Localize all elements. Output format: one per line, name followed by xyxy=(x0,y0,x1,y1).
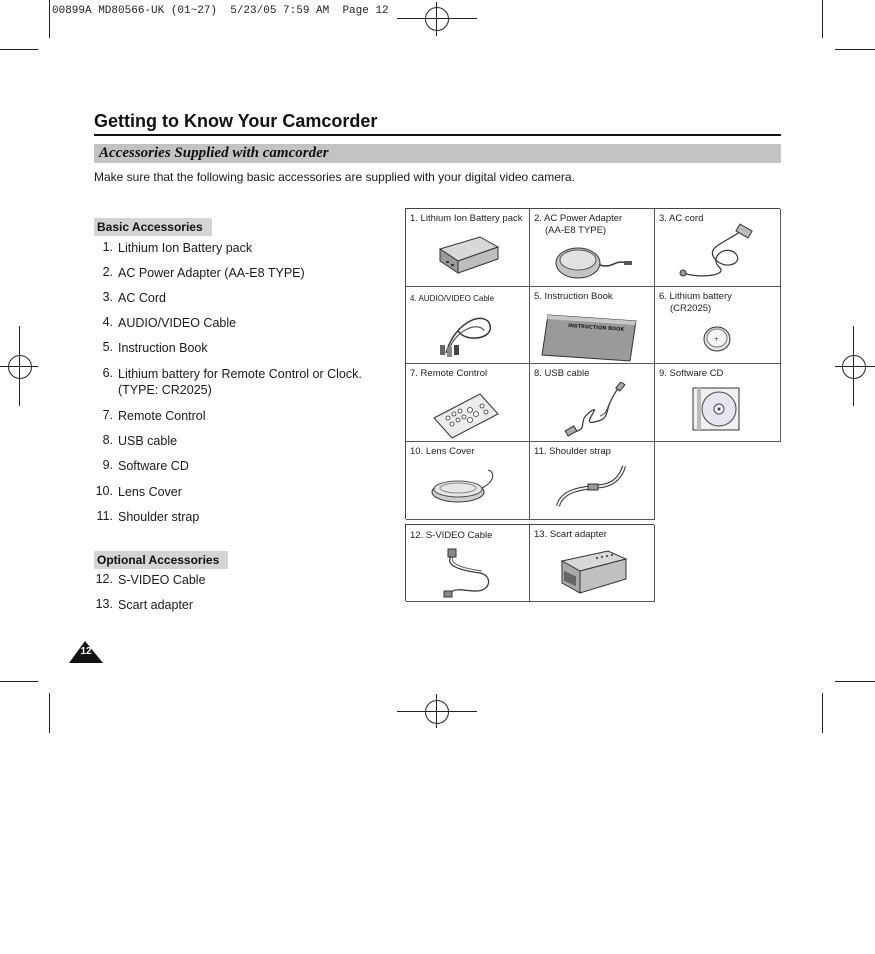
basic-accessories-label: Basic Accessories xyxy=(94,218,212,236)
svg-text:+: + xyxy=(714,336,720,343)
list-item: 11. Shoulder strap xyxy=(96,509,200,524)
grid-cell-lithium-battery: 6. Lithium battery (CR2025) + xyxy=(655,287,781,364)
grid-cell-software-cd: 9. Software CD xyxy=(655,364,781,442)
print-slug: 00899A MD80566-UK (01~27) 5/23/05 7:59 AM Page 12 xyxy=(52,5,389,17)
list-item: 1. Lithium Ion Battery pack xyxy=(102,240,253,255)
section-subtitle: Accessories Supplied with camcorder xyxy=(99,145,329,161)
list-item: 9. Software CD xyxy=(102,458,189,473)
intro-text: Make sure that the following basic accessories are supplied with your digital video camera. xyxy=(94,170,575,184)
grid-cell-lens-cover: 10. Lens Cover xyxy=(406,442,530,520)
page-number: 12 xyxy=(80,646,92,657)
instruction-book-icon xyxy=(540,311,644,363)
list-item: 10. Lens Cover xyxy=(95,484,182,499)
grid-cell-battery-pack: 1. Lithium Ion Battery pack xyxy=(406,209,530,287)
list-item: 6. Lithium battery for Remote Control or Clock. (TYPE: CR2025) xyxy=(102,366,362,397)
accessory-grid xyxy=(405,208,780,519)
remote-control-icon xyxy=(430,384,500,440)
title-rule xyxy=(94,134,781,136)
grid-cell-s-video-cable: 12. S-VIDEO Cable xyxy=(406,525,530,602)
list-item: 7. Remote Control xyxy=(102,408,206,423)
svg-text:INSTRUCTION BOOK: INSTRUCTION BOOK xyxy=(567,323,625,333)
list-item: 3. AC Cord xyxy=(102,290,166,305)
grid-cell-scart-adapter: 13. Scart adapter xyxy=(530,525,655,602)
shoulder-strap-icon xyxy=(552,460,632,512)
list-item: 2. AC Power Adapter (AA-E8 TYPE) xyxy=(102,265,305,280)
usb-cable-icon xyxy=(560,382,630,440)
list-item: 5. Instruction Book xyxy=(102,340,208,355)
battery-pack-icon xyxy=(436,231,502,279)
optional-accessories-label: Optional Accessories xyxy=(94,551,228,569)
grid-cell-ac-cord: 3. AC cord xyxy=(655,209,781,287)
s-video-cable-icon xyxy=(436,547,496,599)
grid-cell-ac-adapter: 2. AC Power Adapter (AA-E8 TYPE) xyxy=(530,209,655,287)
scart-adapter-icon xyxy=(556,547,630,597)
grid-cell-instruction-book: 5. Instruction Book INSTRUCTION BOOK xyxy=(530,287,655,364)
lens-cover-icon xyxy=(430,468,502,508)
grid-cell-av-cable: 4. AUDIO/VIDEO Cable xyxy=(406,287,530,364)
ac-adapter-icon xyxy=(554,239,634,285)
av-cable-icon xyxy=(436,309,496,361)
page-title: Getting to Know Your Camcorder xyxy=(94,111,378,131)
grid-cell-shoulder-strap: 11. Shoulder strap xyxy=(530,442,655,520)
software-cd-icon xyxy=(691,386,741,432)
list-item: 13. Scart adapter xyxy=(95,597,194,612)
ac-cord-icon xyxy=(675,223,775,283)
optional-accessory-grid xyxy=(405,524,654,601)
grid-cell-remote-control: 7. Remote Control xyxy=(406,364,530,442)
list-item: 4. AUDIO/VIDEO Cable xyxy=(102,315,237,330)
list-item: 8. USB cable xyxy=(102,433,178,448)
grid-cell-usb-cable: 8. USB cable xyxy=(530,364,655,442)
coin-battery-icon xyxy=(701,323,733,355)
list-item: 12. S-VIDEO Cable xyxy=(95,572,206,587)
